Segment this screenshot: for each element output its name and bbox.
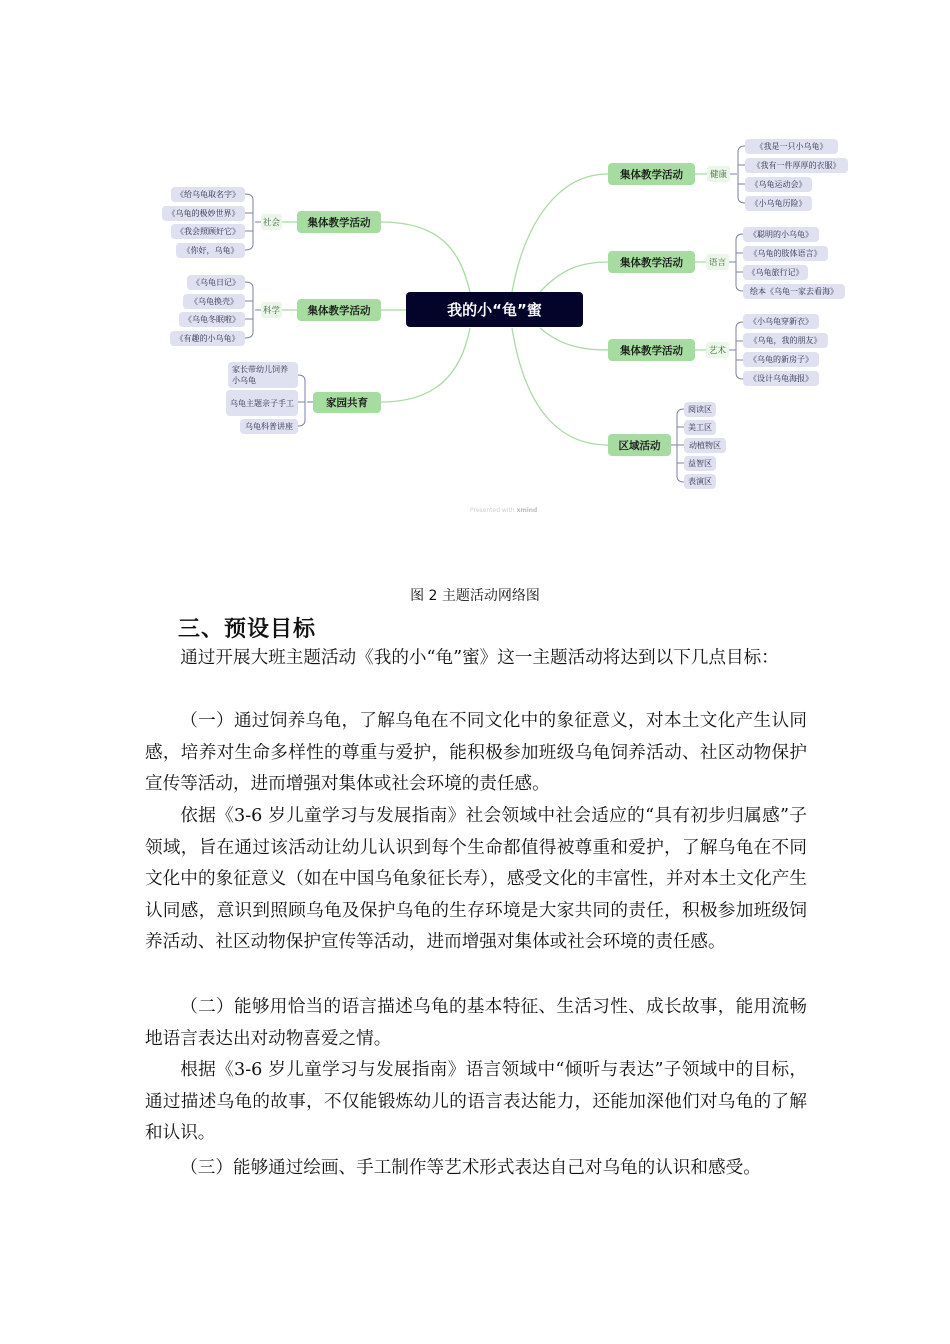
paragraph-goal-1-basis: 依据《3-6 岁儿童学习与发展指南》社会领域中社会适应的“具有初步归属感”子领域，旨在通过该活动让幼儿认识到每个生命都值得被尊重和爱护，了解乌龟在不同文化中的象征意义（如在中国乌龟象征长寿），感受文化的丰富性，并对本土文化产生认同感，意识到照顾乌龟及保护乌龟的生存环境是大家共同的责任，积极参加班级饲养活动、社区动物保护宣传等活动，进而增强对集体或社会环境的责任感。: [145, 806, 807, 952]
branch-node-language-teaching: 集体教学活动: [608, 251, 695, 273]
leaf-node: 《乌龟的极妙世界》: [162, 206, 245, 221]
paragraph-goal-2-basis: 根据《3-6 岁儿童学习与发展指南》语言领域中“倾听与表达”子领域中的目标，通过描述乌龟的故事，不仅能锻炼幼儿的语言表达能力，还能加深他们对乌龟的了解和认识。: [145, 1060, 807, 1143]
paragraph-goal-2: （二）能够用恰当的语言描述乌龟的基本特征、生活习性、成长故事，能用流畅地语言表达出对动物喜爱之情。: [145, 997, 807, 1049]
mind-map-connectors: [0, 0, 950, 530]
watermark-prefix: Presented with: [470, 507, 515, 514]
leaf-node: 《小乌龟穿新衣》: [743, 314, 819, 329]
leaf-node: 阅读区: [684, 402, 716, 417]
mind-map-root-node: 我的小“龟”蜜: [406, 292, 583, 327]
branch-node-science-teaching: 集体教学活动: [297, 299, 381, 321]
branch-node-social-teaching: 集体教学活动: [297, 211, 381, 233]
leaf-node: 乌龟主题亲子手工: [226, 390, 298, 416]
xmind-watermark: [470, 507, 537, 514]
leaf-node: 表演区: [684, 474, 716, 489]
leaf-node: 《乌龟，我的朋友》: [743, 333, 828, 348]
watermark-brand: xmind: [516, 507, 538, 514]
leaf-node: 《乌龟换壳》: [183, 294, 245, 309]
leaf-node: 益智区: [684, 456, 716, 471]
domain-tag-health: 健康: [707, 166, 730, 182]
paragraph-goal-1: （一）通过饲养乌龟，了解乌龟在不同文化中的象征意义，对本土文化产生认同感，培养对生命多样性的尊重与爱护，能积极参加班级乌龟饲养活动、社区动物保护宣传等活动，进而增强对集体或社会环境的责任感。: [145, 711, 807, 794]
branch-node-home-school: 家园共育: [313, 392, 381, 413]
leaf-node: 动植物区: [684, 438, 726, 453]
branch-node-health-teaching: 集体教学活动: [608, 163, 695, 185]
leaf-node: 《我是一只小乌龟》: [745, 139, 838, 154]
leaf-node: 《乌龟日记》: [187, 275, 245, 290]
leaf-node: 家长带幼儿饲养小乌龟: [228, 362, 298, 388]
leaf-node: 美工区: [684, 420, 716, 435]
branch-node-art-teaching: 集体教学活动: [608, 339, 695, 361]
leaf-node: 《乌龟运动会》: [745, 177, 812, 192]
leaf-node: 《我会照顾好它》: [171, 224, 245, 239]
leaf-node: 《聪明的小乌龟》: [743, 227, 819, 242]
domain-tag-social: 社会: [261, 214, 282, 230]
paragraph-intro: 通过开展大班主题活动《我的小“龟”蜜》这一主题活动将达到以下几点目标：: [180, 648, 779, 668]
leaf-node: 《乌龟旅行记》: [743, 265, 808, 280]
leaf-node: 《有趣的小乌龟》: [170, 331, 245, 346]
domain-tag-science: 科学: [261, 302, 282, 318]
figure-caption: 图 2 主题活动网络图: [410, 588, 540, 604]
leaf-node: 《你好，乌龟》: [176, 243, 245, 258]
leaf-node: 《乌龟的肢体语言》: [743, 246, 828, 261]
leaf-node: 《小乌龟历险》: [745, 196, 812, 211]
leaf-node: 乌龟科普讲座: [240, 419, 298, 434]
branch-node-area-activities: 区域活动: [608, 434, 671, 456]
leaf-node: 《我有一件厚厚的衣服》: [745, 158, 848, 173]
leaf-node: 《乌龟冬眠啦》: [179, 312, 245, 327]
domain-tag-language: 语言: [706, 254, 729, 270]
leaf-node: 《给乌龟取名字》: [171, 187, 245, 202]
leaf-node: 绘本《乌龟一家去看海》: [743, 284, 845, 299]
mind-map-figure: [0, 0, 950, 530]
leaf-node: 《设计乌龟海报》: [743, 371, 819, 386]
domain-tag-art: 艺术: [706, 342, 729, 358]
leaf-node: 《乌龟的新房子》: [743, 352, 819, 367]
section-heading: 三、预设目标: [178, 617, 317, 642]
paragraph-goal-3: （三）能够通过绘画、手工制作等艺术形式表达自己对乌龟的认识和感受。: [180, 1158, 761, 1178]
